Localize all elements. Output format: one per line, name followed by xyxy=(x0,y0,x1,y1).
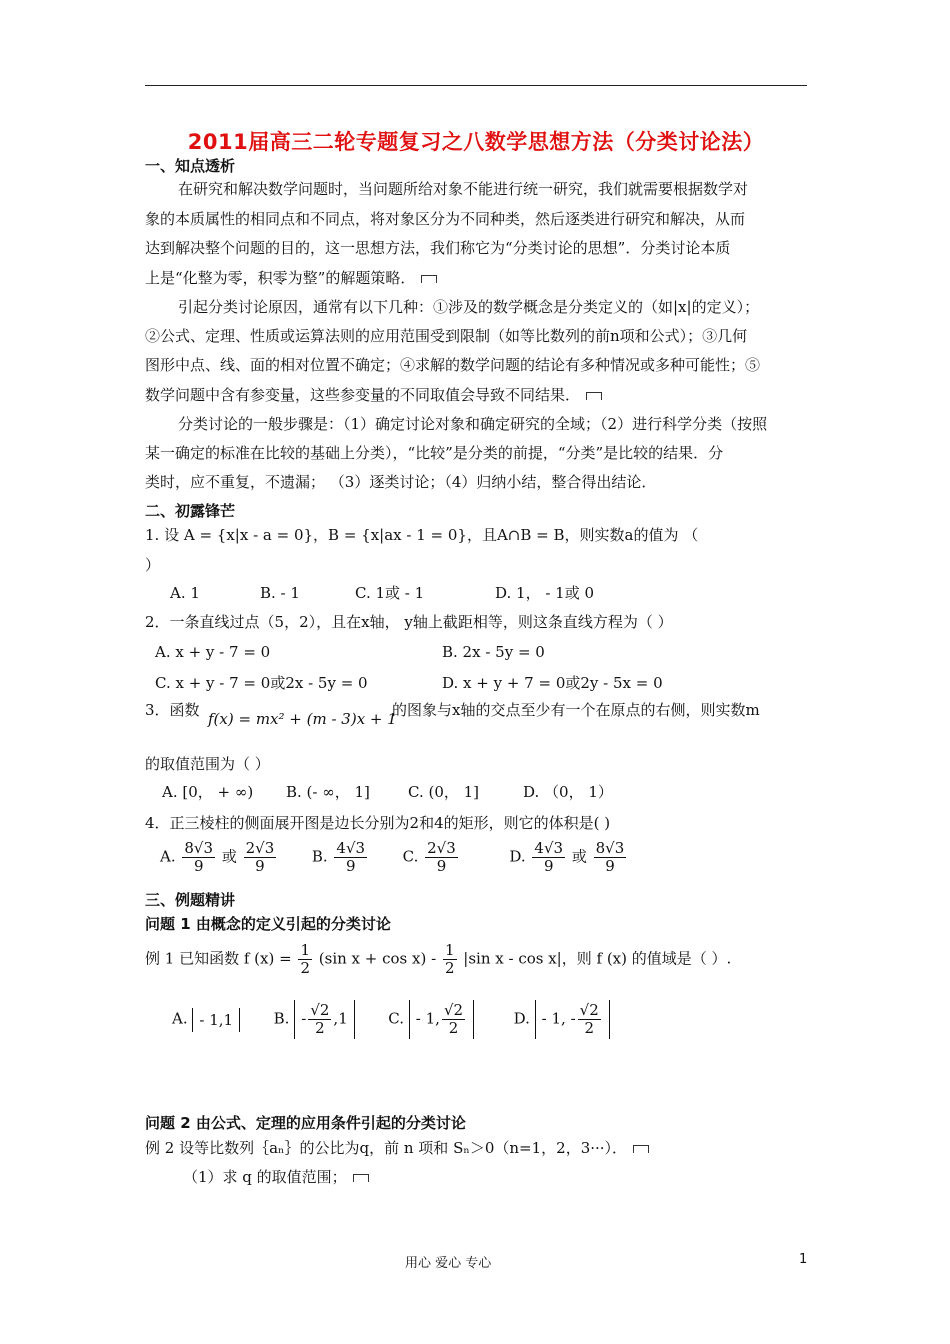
q1-option-c: C. 1或 - 1 xyxy=(355,584,425,602)
q2-stem: 2．一条直线过点（5，2），且在x轴， y轴上截距相等，则这条直线方程为（ ） xyxy=(145,613,673,631)
ex1-opt-b-label: B. xyxy=(273,1009,290,1028)
edit-mark-icon xyxy=(586,392,602,400)
q4-opt-d-label: D. xyxy=(509,847,526,866)
q4-or-d: 或 xyxy=(571,847,587,866)
example1-half-2: $\frac{1}{2}$ xyxy=(444,941,455,977)
example1-half-1: $\frac{1}{2}$ xyxy=(300,941,310,977)
q4-frac-4r3-9: $\frac{4√3}{9}$ xyxy=(336,839,366,875)
para1-line4 xyxy=(145,268,437,288)
q2-option-b: B. 2x - 5y = 0 xyxy=(442,643,545,661)
q4-frac-4r3-9-d: $\frac{4√3}{9}$ xyxy=(534,839,564,875)
ex1-opt-b-interval: - $\frac{√2}{2}$ ,1 xyxy=(294,1000,355,1039)
example1-options xyxy=(172,1000,610,1039)
q4-frac-8r3-9: $\frac{8√3}{9}$ xyxy=(184,839,214,875)
header-rule xyxy=(145,85,807,86)
para2-line1: 引起分类讨论原因，通常有以下几种：①涉及的数学概念是分类定义的（如|x|的定义）； xyxy=(178,298,760,316)
q3-option-c: C. (0， 1] xyxy=(408,783,480,801)
edit-mark-icon xyxy=(633,1145,649,1153)
q4-frac-2r3-9-c: $\frac{2√3}{9}$ xyxy=(427,839,456,875)
para3-line1: 分类讨论的一般步骤是：（1）确定讨论对象和确定研究的全域；（2）进行科学分类（按照 xyxy=(178,415,768,433)
q1-stem: 1. 设 A = {x|x - a = 0}，B = {x|ax - 1 = 0}，且A∩B = B，则实数a的值为 （ xyxy=(145,526,699,544)
q2-option-c: C. x + y - 7 = 0或2x - 5y = 0 xyxy=(155,674,368,692)
para1-line3: 达到解决整个问题的目的，这一思想方法，我们称它为“分类讨论的思想”．分类讨论本质 xyxy=(145,239,731,257)
ex1-opt-a-label: A. xyxy=(172,1009,188,1028)
q1-stem-end: ） xyxy=(145,556,161,574)
problem-2-heading: 问题 2 由公式、定理的应用条件引起的分类讨论 xyxy=(145,1114,466,1132)
q3-stem-c: 的取值范围为（ ） xyxy=(145,755,270,773)
q3-option-b: B. (- ∞， 1] xyxy=(286,783,370,801)
q3-formula: f(x) = mx² + (m - 3)x + 1 xyxy=(208,710,397,728)
edit-mark-icon xyxy=(353,1174,369,1182)
section-heading-3: 三、例题精讲 xyxy=(145,891,236,909)
ex1-opt-d-interval: - 1, - $\frac{√2}{2}$ xyxy=(535,1000,610,1039)
example2-stem xyxy=(145,1138,649,1158)
document-title: 2011届高三二轮专题复习之八数学思想方法（分类讨论法） xyxy=(187,130,765,154)
example1-stem xyxy=(145,942,731,977)
example1-stem-a: 例 1 已知函数 f (x) = xyxy=(145,949,292,968)
ex1-opt-c-interval: - 1, $\frac{√2}{2}$ xyxy=(409,1000,474,1039)
para2-line4-text: 数学问题中含有参变量，这些参变量的不同取值会导致不同结果． xyxy=(145,386,581,404)
q4-frac-8r3-9-d: $\frac{8√3}{9}$ xyxy=(595,839,625,875)
q3-stem-b: 的图象与x轴的交点至少有一个在原点的右侧，则实数m xyxy=(392,701,760,719)
example2-stem-text: 例 2 设等比数列｛aₙ｝的公比为q，前 n 项和 Sₙ＞0（n=1，2，3···）． xyxy=(145,1139,628,1157)
footer-slogan: 用心 爱心 专心 xyxy=(405,1256,492,1271)
q4-opt-a-label: A. xyxy=(160,847,176,866)
para1-line2: 象的本质属性的相同点和不同点，将对象区分为不同种类，然后逐类进行研究和解决，从而 xyxy=(145,210,746,228)
q3-stem-a: 3．函数 xyxy=(145,701,200,719)
example1-stem-c: |sin x - cos x|，则 f (x) 的值域是（ ）. xyxy=(463,949,732,968)
example1-stem-b: (sin x + cos x) - xyxy=(318,949,437,968)
para2-line3: 图形中点、线、面的相对位置不确定；④求解的数学问题的结论有多种情况或多种可能性；⑤ xyxy=(145,356,761,374)
para3-line3: 类时，应不重复，不遗漏； （3）逐类讨论；（4）归纳小结，整合得出结论． xyxy=(145,473,657,491)
problem-1-heading: 问题 1 由概念的定义引起的分类讨论 xyxy=(145,915,391,933)
q1-option-d: D. 1， - 1或 0 xyxy=(495,584,595,602)
section-heading-1: 一、知点透析 xyxy=(145,157,236,175)
section-heading-2: 二、初露锋芒 xyxy=(145,502,236,520)
q4-frac-2r3-9: $\frac{2√3}{9}$ xyxy=(245,839,275,875)
q2-option-d: D. x + y + 7 = 0或2y - 5x = 0 xyxy=(442,674,663,692)
q2-option-a: A. x + y - 7 = 0 xyxy=(155,643,271,661)
q1-option-a: A. 1 xyxy=(170,584,200,602)
para2-line2: ②公式、定理、性质或运算法则的应用范围受到限制（如等比数列的前n项和公式）；③几何 xyxy=(145,327,748,345)
q4-opt-b-label: B. xyxy=(311,847,328,866)
q4-opt-c-label: C. xyxy=(402,847,419,866)
ex1-opt-a-interval: - 1,1 xyxy=(192,1008,240,1032)
ex1-opt-d-label: D. xyxy=(513,1009,530,1028)
example2-sub1 xyxy=(183,1167,369,1187)
q3-option-d: D. （0， 1） xyxy=(523,783,613,801)
edit-mark-icon xyxy=(421,275,437,283)
para1-line4-text: 上是“化整为零，积零为整”的解题策略． xyxy=(145,269,416,287)
page-number: 1 xyxy=(799,1252,808,1267)
example2-sub1-text: （1）求 q 的取值范围； xyxy=(183,1168,347,1186)
para2-line4 xyxy=(145,385,602,405)
q1-option-b: B. - 1 xyxy=(260,584,300,602)
para3-line2: 某一确定的标准在比较的基础上分类），“比较”是分类的前提，“分类”是比较的结果．分 xyxy=(145,444,724,462)
ex1-opt-c-label: C. xyxy=(388,1009,405,1028)
q3-option-a: A. [0， + ∞) xyxy=(162,783,254,801)
para1-line1: 在研究和解决数学问题时，当问题所给对象不能进行统一研究，我们就需要根据数学对 xyxy=(178,180,749,198)
q4-stem: 4．正三棱柱的侧面展开图是边长分别为2和4的矩形，则它的体积是( ) xyxy=(145,814,611,832)
q4-options xyxy=(160,840,628,875)
q4-or-a: 或 xyxy=(221,847,237,866)
